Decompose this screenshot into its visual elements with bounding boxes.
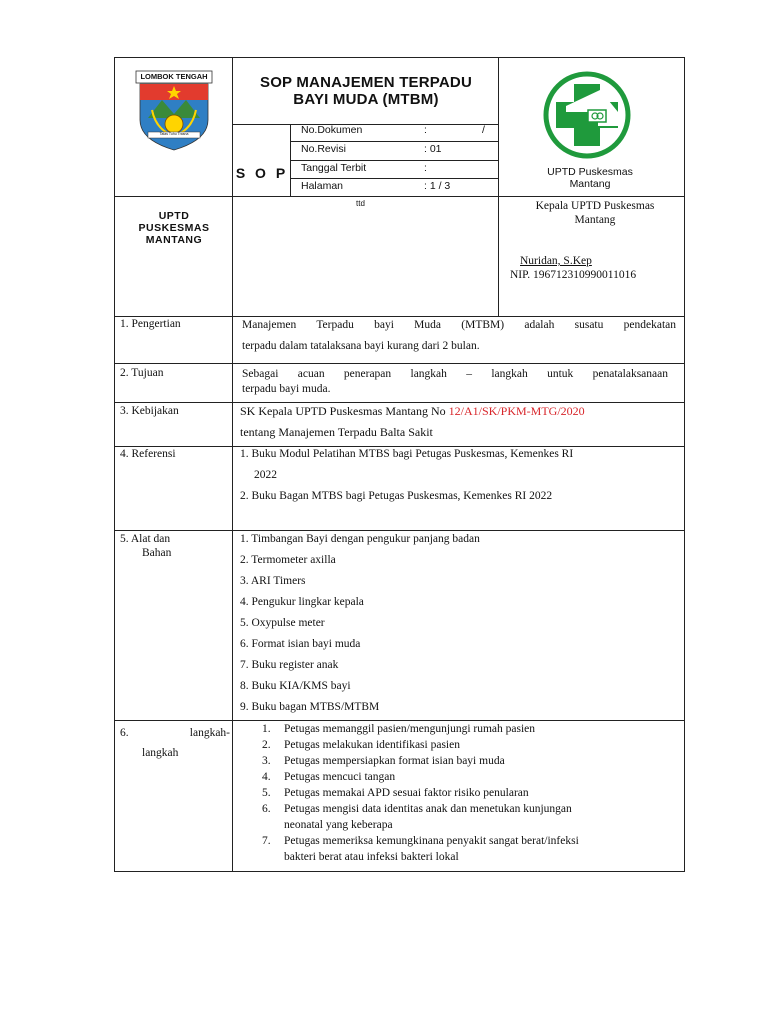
step-number: 5. bbox=[262, 787, 271, 799]
meta-label-halaman: Halaman bbox=[301, 180, 344, 192]
kebijakan-line-1 bbox=[240, 401, 680, 422]
meta-suffix-no-dokumen: / bbox=[482, 124, 485, 136]
alat-label-line-2: Bahan bbox=[142, 547, 172, 559]
referensi-item-1: 1. Buku Modul Pelatihan MTBS bagi Petugas Puskesmas, Kemenkes RI bbox=[240, 448, 574, 460]
right-org-line-1: UPTD Puskesmas bbox=[547, 166, 633, 178]
list-item: 7. Buku register anak bbox=[240, 659, 339, 671]
role-line-1: Kepala UPTD Puskesmas bbox=[535, 200, 655, 212]
list-item bbox=[262, 769, 678, 785]
list-alat-bahan bbox=[240, 529, 680, 718]
left-org-line-3: MANTANG bbox=[145, 234, 203, 246]
step-text: Petugas memanggil pasien/mengunjungi rumah pasien bbox=[284, 723, 536, 735]
list-item: 6. Format isian bayi muda bbox=[240, 638, 361, 650]
signatory-name: Nuridan, S.Kep bbox=[520, 255, 592, 267]
role-line-2: Mantang bbox=[574, 214, 616, 226]
text-pengertian bbox=[242, 315, 676, 357]
meta-label-no-dokumen: No.Dokumen bbox=[301, 124, 363, 136]
kebijakan-prefix: SK Kepala UPTD Puskesmas Mantang No bbox=[240, 404, 449, 418]
left-org-line-2: PUSKESMAS bbox=[138, 222, 210, 234]
list-item: 3. ARI Timers bbox=[240, 575, 306, 587]
step-number: 4. bbox=[262, 771, 271, 783]
document-title bbox=[234, 74, 498, 108]
step-text-line: Petugas mengisi data identitas anak dan menetukan kunjungan bbox=[284, 803, 572, 815]
text-kebijakan bbox=[240, 401, 680, 443]
meta-value-no-revisi: : 01 bbox=[424, 143, 442, 155]
meta-value-no-dokumen: : bbox=[424, 124, 427, 136]
list-item: 4. Pengukur lingkar kepala bbox=[240, 596, 364, 608]
list-item: 2. Termometer axilla bbox=[240, 554, 336, 566]
alat-label-line-1: 5. Alat dan bbox=[120, 533, 171, 545]
referensi-item-1-cont: 2022 bbox=[254, 469, 277, 481]
meta-label-tanggal-terbit: Tanggal Terbit bbox=[301, 162, 367, 174]
meta-label-no-revisi: No.Revisi bbox=[301, 143, 346, 155]
meta-value-tanggal-terbit: : bbox=[424, 162, 427, 174]
list-item bbox=[262, 833, 678, 865]
list-langkah bbox=[262, 721, 678, 865]
text-tujuan bbox=[242, 367, 668, 397]
step-text: Petugas mencuci tangan bbox=[284, 771, 396, 783]
step-number: 3. bbox=[262, 755, 271, 767]
right-org-line-2: Mantang bbox=[569, 178, 611, 190]
list-item: 5. Oxypulse meter bbox=[240, 617, 325, 629]
puskesmas-logo-icon bbox=[542, 70, 632, 160]
title-line-1: SOP MANAJEMEN TERPADU bbox=[259, 74, 472, 91]
pengertian-line-1: Manajemen Terpadu bayi Muda (MTBM) adalah susatu pendekatan bbox=[242, 319, 676, 331]
signatory-nip: NIP. 196712310990011016 bbox=[510, 269, 637, 281]
text-referensi bbox=[240, 444, 680, 507]
tujuan-line-1: Sebagai acuan penerapan langkah – langkah untuk penatalaksanaan bbox=[242, 368, 668, 380]
list-item: 1. Timbangan Bayi dengan pengukur panjang badan bbox=[240, 533, 480, 545]
step-number: 1. bbox=[262, 723, 271, 735]
langkah-label-line-2: langkah bbox=[142, 747, 179, 759]
step-text-line: bakteri berat atau infeksi bakteri lokal bbox=[284, 851, 459, 863]
step-text: Petugas mempersiapkan format isian bayi muda bbox=[284, 755, 505, 767]
step-text: Petugas melakukan identifikasi pasien bbox=[284, 739, 460, 751]
pengertian-line-2: terpadu dalam tatalaksana bayi kurang dari 2 bulan. bbox=[242, 340, 480, 352]
signatory-role bbox=[506, 199, 684, 227]
list-item bbox=[262, 753, 678, 769]
label-langkah bbox=[120, 723, 230, 763]
step-number: 7. bbox=[262, 835, 271, 847]
right-org-name bbox=[530, 166, 650, 190]
referensi-item-2: 2. Buku Bagan MTBS bagi Petugas Puskesmas, Kemenkes RI 2022 bbox=[240, 490, 553, 502]
tujuan-line-2: terpadu bayi muda. bbox=[242, 383, 331, 395]
step-number: 6. bbox=[262, 803, 271, 815]
title-line-2: BAYI MUDA (MTBM) bbox=[293, 91, 439, 108]
label-tujuan: 2. Tujuan bbox=[120, 367, 164, 379]
kebijakan-line-2: tentang Manajemen Terpadu Balta Sakit bbox=[240, 425, 433, 439]
list-item: 9. Buku bagan MTBS/MTBM bbox=[240, 701, 380, 713]
langkah-label-word: langkah- bbox=[189, 727, 230, 739]
step-number: 2. bbox=[262, 739, 271, 751]
label-referensi: 4. Referensi bbox=[120, 448, 176, 460]
label-alat-bahan bbox=[120, 532, 171, 560]
left-logo-motto: Tatas Tuhu Trasna bbox=[159, 132, 189, 136]
step-text: Petugas memakai APD sesuai faktor risiko penularan bbox=[284, 787, 529, 799]
step-text-line: neonatal yang keberapa bbox=[284, 819, 393, 831]
meta-value-halaman: : 1 / 3 bbox=[424, 180, 451, 192]
list-item bbox=[262, 785, 678, 801]
step-text bbox=[284, 801, 572, 833]
label-kebijakan: 3. Kebijakan bbox=[120, 405, 179, 417]
lombok-tengah-logo bbox=[134, 70, 214, 152]
list-item: 8. Buku KIA/KMS bayi bbox=[240, 680, 351, 692]
left-logo-text: LOMBOK TENGAH bbox=[140, 72, 208, 81]
sop-label: S O P bbox=[235, 165, 289, 181]
langkah-label-line-1 bbox=[120, 723, 230, 743]
langkah-label-num: 6. bbox=[120, 727, 129, 739]
step-text-line: Petugas memeriksa kemungkinana penyakit sangat berat/infeksi bbox=[284, 835, 579, 847]
left-org-name bbox=[116, 210, 232, 246]
label-pengertian: 1. Pengertian bbox=[120, 318, 181, 330]
step-text bbox=[284, 833, 579, 865]
left-org-line-1: UPTD bbox=[158, 210, 190, 222]
list-item bbox=[262, 721, 678, 737]
list-item bbox=[262, 801, 678, 833]
kebijakan-sk-number: 12/A1/SK/PKM-MTG/2020 bbox=[448, 404, 585, 418]
ttd-label: ttd bbox=[356, 199, 365, 208]
list-item bbox=[262, 737, 678, 753]
